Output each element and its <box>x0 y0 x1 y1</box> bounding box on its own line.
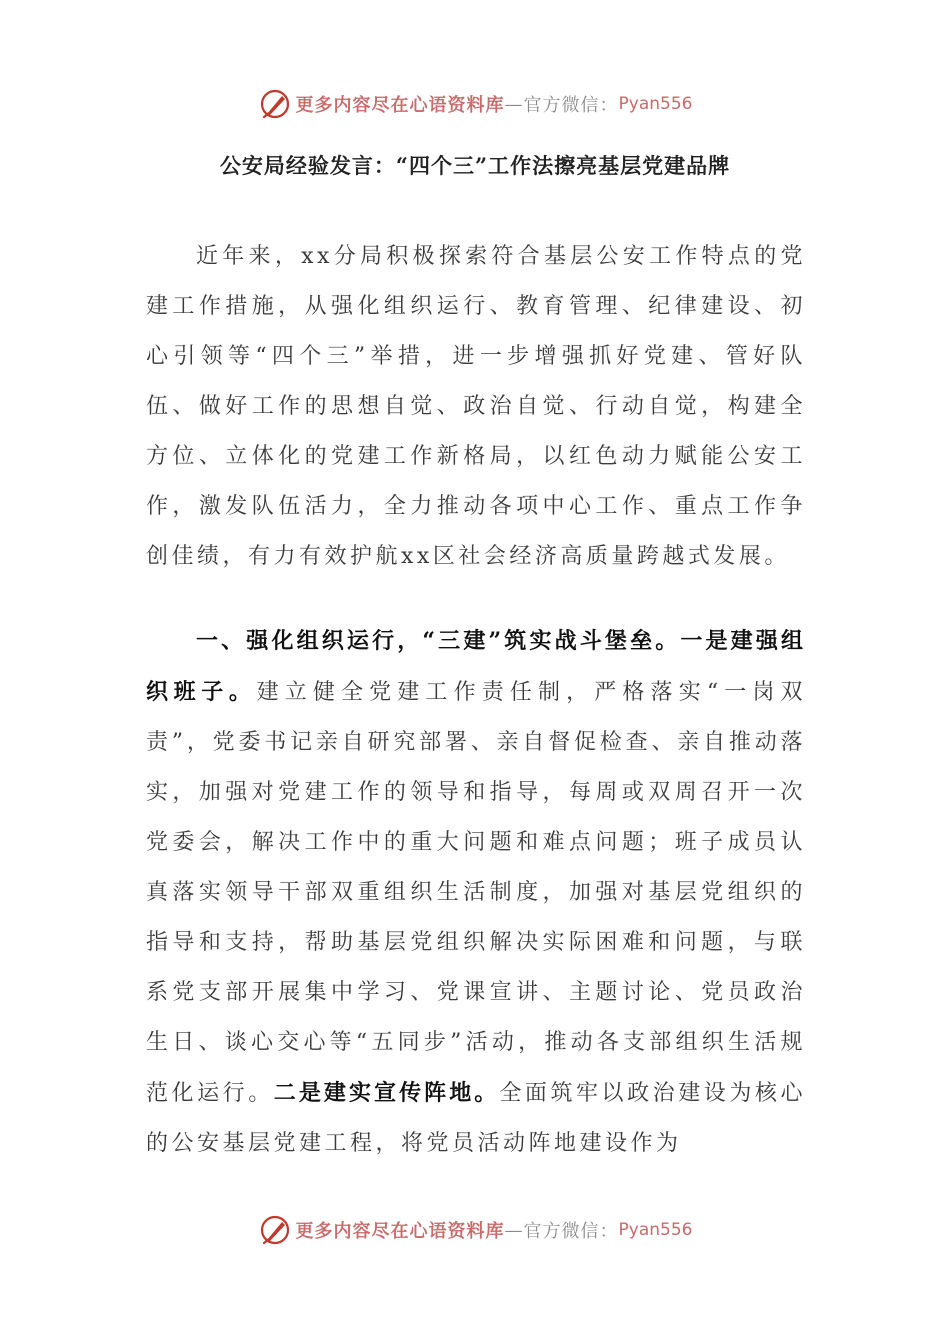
section-1-heading: 一、强化组织运行，“三建”筑实战斗堡垒。 <box>196 628 681 654</box>
point-2-text: 全面筑牢以政治建设为核心的公安基层党建工程，将党员活动阵地建设作为 <box>146 1081 806 1156</box>
banner-wechat-id: Pyan556 <box>618 1220 693 1240</box>
banner-main-text: 更多内容尽在心语资料库 <box>295 1221 505 1242</box>
point-1-title: 一是建强组织班子。 <box>146 628 806 705</box>
section-1-paragraph <box>146 616 806 1169</box>
intro-paragraph: 近年来，xx分局积极探索符合基层公安工作特点的党建工作措施，从强化组织运行、教育管理、纪律建设、初心引领等“四个三”举措，进一步增强抓好党建、管好队伍、做好工作的思想自觉、政治自觉、行动自觉，构建全方位、立体化的党建工作新格局，以红色动力赋能公安工作，激发队伍活力，全力推动各项中心工作、重点工作争创佳绩，有力有效护航xx区社会经济高质量跨越式发展。 <box>146 244 806 569</box>
banner-wechat-label: 官方微信： <box>523 1221 619 1242</box>
footer-watermark-banner <box>0 1210 950 1250</box>
quill-logo-icon <box>258 1213 292 1247</box>
banner-dash: — <box>504 1219 524 1241</box>
point-2-title: 二是建实宣传阵地。 <box>273 1080 500 1106</box>
header-watermark-banner <box>0 84 950 124</box>
banner-main-text: 更多内容尽在心语资料库 <box>295 95 505 116</box>
banner-wechat-id: Pyan556 <box>618 94 693 114</box>
document-title: 公安局经验发言：“四个三”工作法擦亮基层党建品牌 <box>219 153 731 178</box>
banner-wechat-label: 官方微信： <box>523 95 619 116</box>
banner-dash: — <box>504 93 524 115</box>
point-1-text: 建立健全党建工作责任制，严格落实“一岗双责”，党委书记亲自研究部署、亲自督促检查、亲自推动落实，加强对党建工作的领导和指导，每周或双周召开一次党委会，解决工作中的重大问题和难点问题；班子成员认真落实领导干部双重组织生活制度，加强对基层党组织的指导和支持，帮助基层党组织解决实际困难和问题，与联系党支部开展集中学习、党课宣讲、主题讨论、党员政治生日、谈心交心等“五同步”活动，推动各支部组织生活规范化运行。 <box>146 680 806 1106</box>
quill-logo-icon <box>258 87 292 121</box>
